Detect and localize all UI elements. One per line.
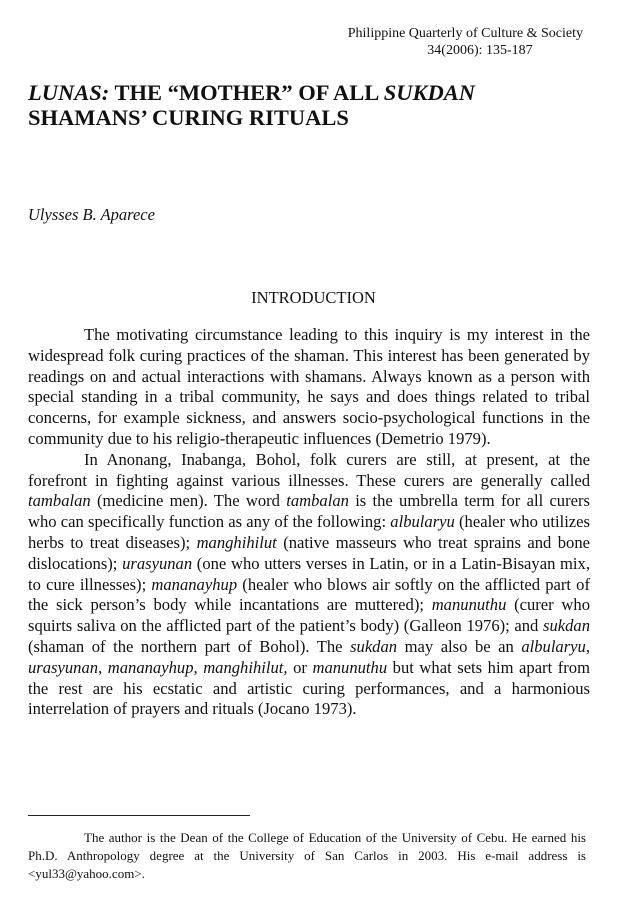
article-title [28, 80, 588, 130]
term-italic: manunuthu [431, 595, 507, 615]
text-span: may also be an [397, 636, 522, 656]
text-span: , [585, 636, 590, 656]
term-italic: sukdan [542, 616, 590, 636]
body-text [28, 325, 590, 720]
journal-name: Philippine Quarterly of Culture & Society [347, 26, 583, 41]
text-span: or [287, 657, 313, 677]
term-italic: albularyu [390, 512, 455, 532]
text-span: (shaman of the northern part of Bohol). The [28, 636, 351, 656]
text-span: (healer who blows air softly on the afflicted part of the sick person’s body while incantations are muttered); [28, 574, 590, 615]
title-italic-sukdan: SUKDAN [383, 80, 475, 105]
term-italic: manunuthu [312, 657, 388, 677]
term-italic: manghihilut, [203, 657, 288, 677]
footnote: The author is the Dean of the College of Education of the University of Cebu. He earned his Ph.D. Anthropology degree at the University of San Carlos in 2003. His e-mail address is <yul33@yahoo.com>. [28, 830, 586, 881]
text-span: (healer who utilizes herbs to treat diseases); [28, 512, 590, 552]
title-line-2: SHAMANS’ CURING RITUALS [28, 105, 349, 130]
text-span: , [98, 657, 108, 677]
text-span: but what sets him apart from the rest are his ecstatic and artistic curing performances, and a harmonious interrelation of prayers and rituals (Jocano 1973). [28, 657, 590, 719]
text-span: (one who utters verses in Latin, or in a Latin-Bisayan mix, to cure illnesses); [28, 553, 590, 594]
text-span: (curer who squirts saliva on the afflicted part of the patient’s body) (Galleon 1976); and [28, 595, 591, 636]
text-span: is the umbrella term for all curers who can specifically function as any of the following: [28, 491, 590, 532]
term-italic: tambalan [28, 491, 91, 511]
term-italic: manghihilut [196, 532, 277, 552]
term-italic: mananayhup, [107, 657, 198, 677]
journal-header [300, 25, 600, 59]
paragraph-2 [28, 450, 590, 720]
title-plain: THE “MOTHER” OF ALL [109, 80, 384, 105]
author-name: Ulysses B. Aparece [28, 205, 155, 224]
paragraph-1: The motivating circumstance leading to this inquiry is my interest in the widespread folk curing practices of the shaman. This interest has been generated by readings on and actual interactions with shamans. Always known as a person with special standing in a tribal community, he says and does things related to tribal concerns, for example sickness, and answers socio-psychological functions in the community due to his religio-therapeutic influences (Demetrio 1979). [28, 325, 590, 448]
term-italic: urasyunan [28, 657, 99, 677]
term-italic: tambalan [286, 491, 349, 511]
term-italic: sukdan [350, 636, 398, 656]
title-italic-lunas: LUNAS: [28, 80, 110, 105]
term-italic: urasyunan [122, 553, 193, 573]
text-span: In Anonang, Inabanga, Bohol, folk curers are still, at present, at the forefront in fighting against various illnesses. These curers are generally called [28, 449, 590, 490]
term-italic: albularyu [521, 636, 586, 656]
section-heading: INTRODUCTION [251, 288, 376, 307]
footnote-divider [28, 815, 250, 816]
term-italic: mananayhup [151, 574, 238, 594]
text-span: (medicine men). The word [90, 491, 287, 511]
journal-citation: 34(2006): 135-187 [427, 43, 533, 58]
text-span: (native masseurs who treat sprains and bone dislocations); [28, 532, 590, 573]
